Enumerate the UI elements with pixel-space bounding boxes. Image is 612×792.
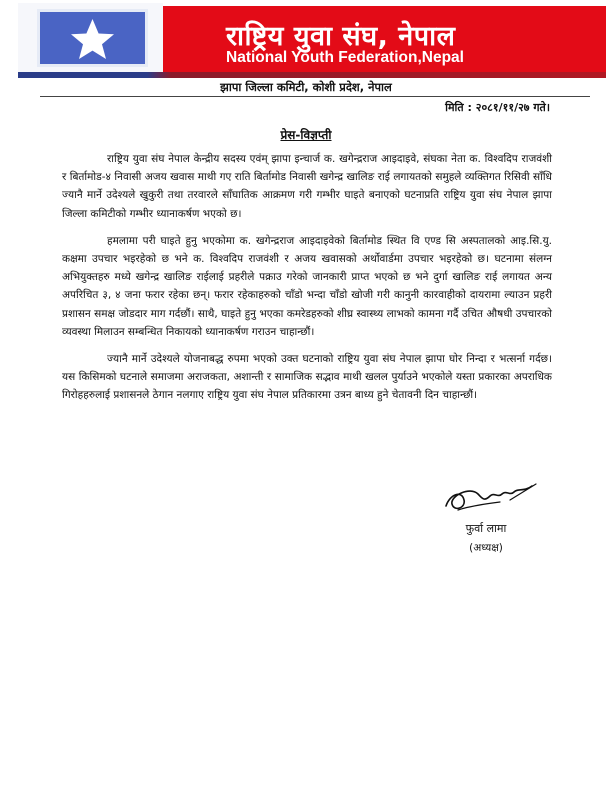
document-title: प्रेस-विज्ञप्ती [280, 128, 332, 142]
logo [18, 3, 163, 73]
organization-name-nepali: राष्ट्रिय युवा संघ, नेपाल [226, 21, 456, 52]
organization-name-english: National Youth Federation,Nepal [226, 49, 464, 66]
signatory-role: (अध्यक्ष) [469, 542, 503, 554]
handwritten-signature [440, 476, 540, 524]
star-flag-icon [40, 12, 145, 64]
date-line: मिति : २०८१/११/२७ गते। [445, 101, 550, 114]
divider [40, 96, 590, 97]
press-release-body [62, 150, 552, 414]
signatory-name: फुर्वा लामा [465, 522, 507, 535]
paragraph: ज्यानै मार्ने उदेश्यले योजनाबद्ध रुपमा भएको उक्त घटनाको राष्ट्रिय युवा संघ नेपाल झापा घोर निन्दा र भत्सर्ना गर्दछ। यस किसिमको घटनाले समाजमा अराजकता, अशान्ती र सामाजिक सद्भाव माथी खलल पुर्याउने भएकोले यस्ता प्रकारका अपराधिक गिरोहहरुलाई प्रशासनले ठेगान नलगाए राष्ट्रिय युवा संघ नेपाल प्रतिकारमा उत्रन बाध्य हुने चेतावनी दिन चाहान्छौं। [62, 353, 552, 402]
district-committee-heading: झापा जिल्ला कमिटी, कोशी प्रदेश, नेपाल [220, 80, 392, 94]
paragraph: हमलामा परी घाइते हुनु भएकोमा क. खगेन्द्रराज आइदाइवेको बिर्तामोड स्थित वि एण्ड सि अस्पतालको आइ.सि.यु. कक्षमा उपचार भइरहेको छ भने क. विश्वदिप राजवंशी र अजय खवासको अर्थोवार्डमा उपचार भइरहेको छ। घटनामा संलग्न अभियुक्तहरु मध्ये खगेन्द्र खालिङ राईलाई प्रहरीले पक्राउ गरेको जानकारी प्राप्त भएको छ भने दुर्गा खालिङ राई लगायत अन्य अपरिचित ३, ४ जना फरार रहेका छन्। फरार रहेकाहरुको चाँडो भन्दा चाँडो खोजी गरी कानुनी कारवाहीको दायरामा ल्याउन प्रहरी प्रशासन समक्ष जोडदार माग गर्दछौं। साथै, घाइते हुनु भएका कमरेडहरुको शीघ्र स्वास्थ्य लाभको कामना गर्दै उचित औषधी उपचारको व्यवस्था मिलाउन सम्बन्धित निकायको ध्यानाकर्षण गराउन चाहान्छौं। [62, 234, 552, 338]
paragraph: राष्ट्रिय युवा संघ नेपाल केन्द्रीय सदस्य एवंम् झापा इन्चार्ज क. खगेन्द्रराज आइदाइवे, संघका नेता क. विश्वदिप राजवंशी र बिर्तामोड-४ निवासी अजय खवास माथी गए राति बिर्तामोड निवासी खगेन्द्र खालिङ राई लगायतको समुहले व्यक्तिगत रिसिवी साँधि ज्यानै मार्ने उदेश्यले खुकुरी तथा तरवारले साँघातिक आक्रमण गरी गम्भीर घाइते बनाएको घटनाप्रति राष्ट्रिय युवा संघ नेपाल झापा जिल्ला कमिटीको गम्भीर ध्यानाकर्षण भएको छ। [62, 153, 552, 220]
letterhead-stripe [18, 72, 606, 78]
